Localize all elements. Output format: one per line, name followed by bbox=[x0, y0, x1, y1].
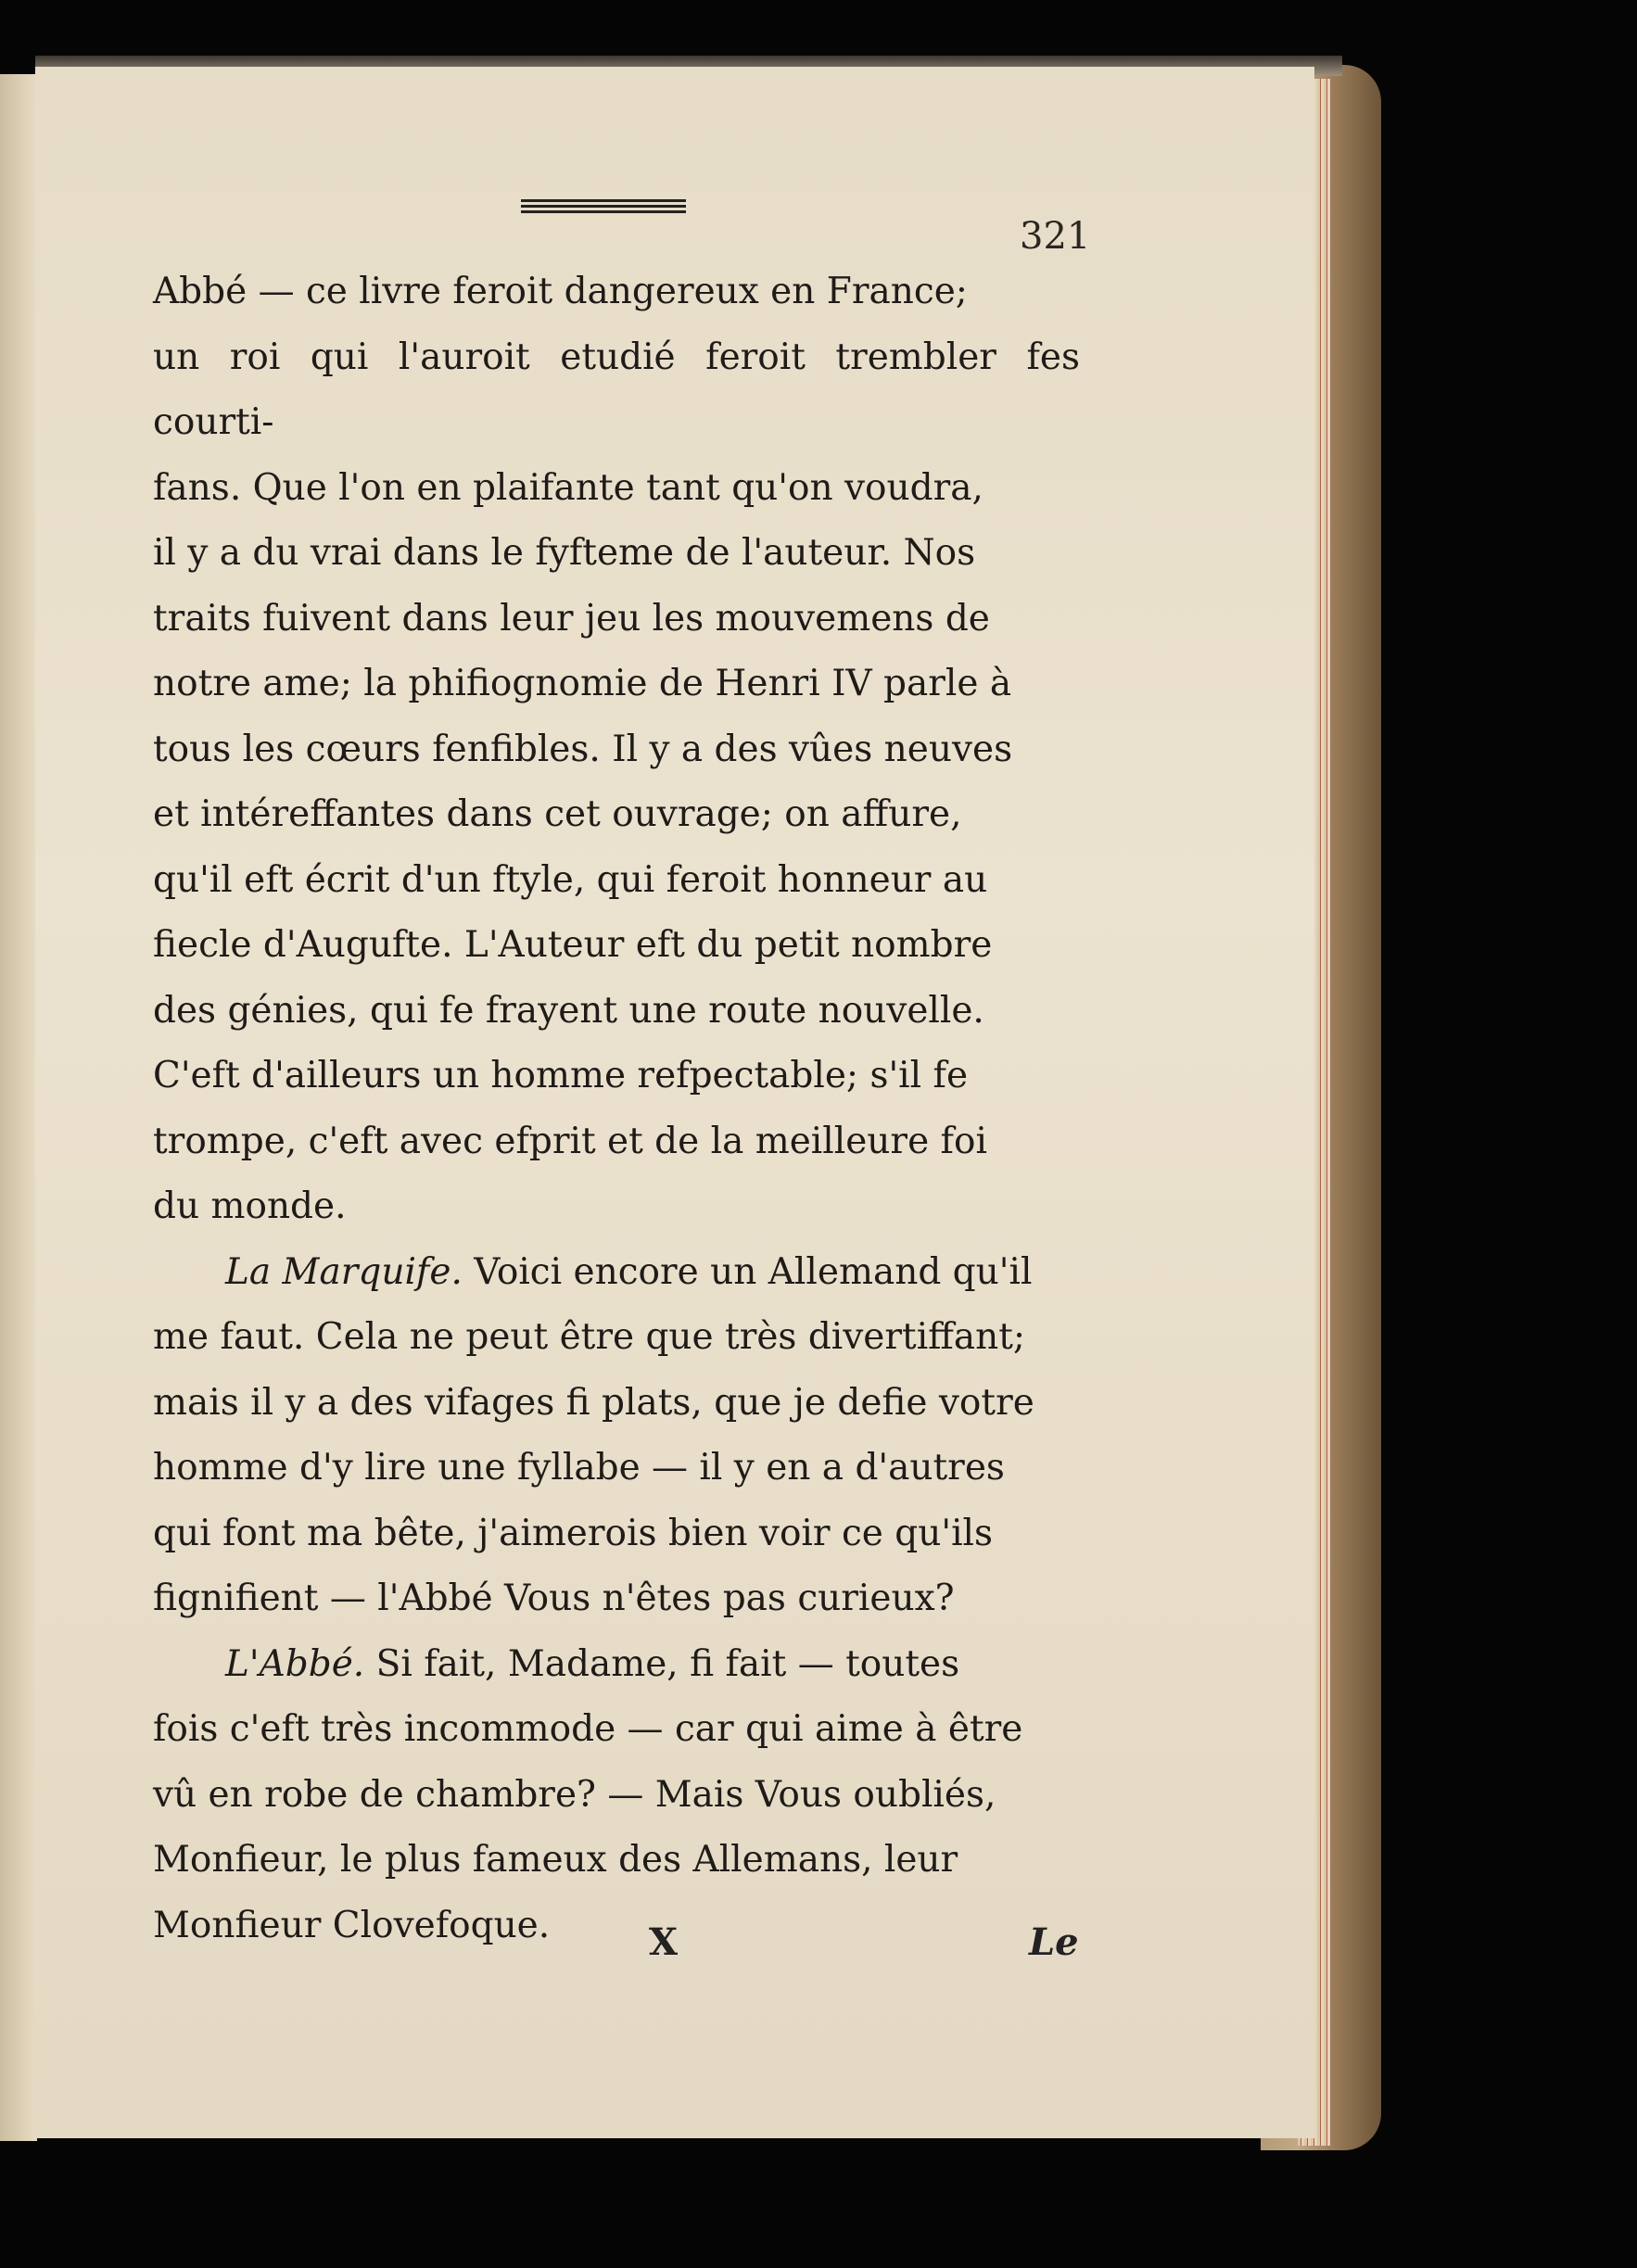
paragraph-1: Abbé — ce livre feroit dangereux en France; un roi qui l'auroit etudié feroit trembler fes courti- fans. Que l'on en plaifante tant qu'on voudra, il y a du vrai dans le fyfteme de l'auteur. Nos traits fuivent dans leur jeu les mouvemens de notre ame; la phifiognomie de Henri IV parle à tous les cœurs fenfibles. Il y a des vûes neuves et intéreffantes dans cet ouvrage; on affure, qu'il eft écrit d'un ftyle, qui feroit honneur au fiecle d'Augufte. L'Auteur eft du petit nombre des génies, qui fe frayent une route nouvelle. C'eft d'ailleurs un homme refpectable; s'il fe trompe, c'eft avec efprit et de la meilleure foi du monde. bbox=[153, 271, 1080, 1227]
header-rule-ornament bbox=[521, 199, 686, 223]
catchword: Le bbox=[1029, 1920, 1079, 1964]
signature-mark: X bbox=[649, 1920, 679, 1964]
speaker-name: La Marquife. bbox=[225, 1250, 463, 1293]
body-text bbox=[153, 260, 1080, 1958]
paragraph-marquise: La Marquife. Voici encore un Allemand qu'il me faut. Cela ne peut être que très divertiffant; mais il y a des vifages fi plats, que je defie votre homme d'y lire une fyllabe — il y en a d'autres qui font ma bête, j'aimerois bien voir ce qu'ils fignifient — l'Abbé Vous n'êtes pas curieux? bbox=[153, 1250, 1034, 1619]
facing-page-edge bbox=[0, 74, 37, 2141]
speaker-name: L'Abbé. bbox=[225, 1642, 365, 1685]
paragraph-abbe: L'Abbé. Si fait, Madame, fi fait — toutes fois c'eft très incommode — car qui aime à être vû en robe de chambre? — Mais Vous oubliés, Monfieur, le plus fameux des Allemans, leur Monfieur Clovefoque. bbox=[153, 1642, 1023, 1946]
page-number: 321 bbox=[1020, 215, 1091, 258]
